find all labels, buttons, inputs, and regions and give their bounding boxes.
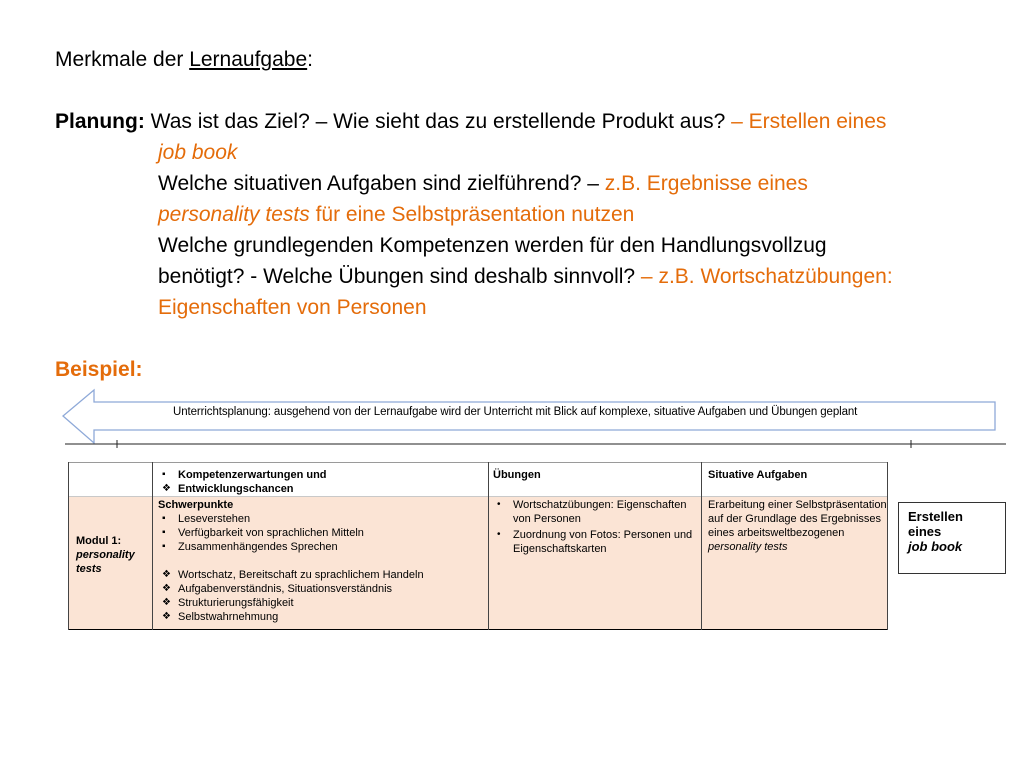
diamond-bullet-icon: ❖ bbox=[162, 483, 171, 494]
planning-answer-3-line-2: – z.B. Wortschatzübungen: bbox=[635, 265, 893, 288]
list-item: ▪ Verfügbarkeit von sprachlichen Mitteln bbox=[162, 527, 364, 539]
focus-cell bbox=[158, 498, 424, 624]
planning-table bbox=[68, 462, 888, 630]
focus-title: Schwerpunkte bbox=[158, 499, 234, 511]
module-label: Modul 1: personality tests bbox=[76, 535, 135, 575]
list-item: ❖ Aufgabenverständnis, Situationsverständnis bbox=[162, 583, 393, 595]
header-situative-tasks: Situative Aufgaben bbox=[708, 469, 808, 481]
planning-answer-2-rest: für eine Selbstpräsentation nutzen bbox=[309, 203, 635, 226]
planning-label: Planung: bbox=[55, 110, 145, 133]
list-item: ▪ Zusammenhängendes Sprechen bbox=[162, 541, 338, 553]
arrow-shape bbox=[60, 388, 1008, 452]
planning-answer-2-italic: personality tests bbox=[158, 203, 310, 226]
list-item: • Wortschatzübungen: Eigenschaften von Personen bbox=[497, 499, 687, 525]
situative-cell: Erarbeitung einer Selbstpräsentation auf der Grundlage des Ergebnisses eines arbeitsweltbezogenen personality tests bbox=[708, 499, 887, 553]
planning-question-3-line-1: Welche grundlegenden Kompetenzen werden für den Handlungsvollzug bbox=[158, 234, 827, 257]
list-item: ❖ Strukturierungsfähigkeit bbox=[162, 597, 294, 609]
planning-question-3-line-2: benötigt? - Welche Übungen sind deshalb sinnvoll? bbox=[158, 265, 636, 288]
list-item: ▪ Kompetenzerwartungen und bbox=[162, 469, 327, 481]
planning-answer-1-italic: job book bbox=[158, 141, 238, 164]
planning-question-1: Was ist das Ziel? – Wie sieht das zu erstellende Produkt aus? bbox=[144, 110, 726, 133]
list-item: ❖ Entwicklungschancen bbox=[162, 483, 294, 495]
square-bullet-icon: ▪ bbox=[162, 469, 166, 480]
planning-line-6 bbox=[55, 261, 1005, 292]
planning-line-1 bbox=[55, 106, 1005, 137]
bullet-icon: • bbox=[497, 499, 501, 510]
planning-answer-2: z.B. Ergebnisse eines bbox=[598, 172, 808, 195]
square-bullet-icon: ▪ bbox=[162, 541, 166, 552]
exercises-cell bbox=[493, 498, 692, 556]
header-competences bbox=[158, 468, 327, 496]
planning-line-4 bbox=[55, 199, 1005, 230]
square-bullet-icon: ▪ bbox=[162, 527, 166, 538]
list-item: ▪ Leseverstehen bbox=[162, 513, 251, 525]
header-exercises: Übungen bbox=[493, 469, 541, 481]
diamond-bullet-icon: ❖ bbox=[162, 611, 171, 622]
planning-answer-1: – Erstellen eines bbox=[725, 110, 887, 133]
product-box: Erstellen eines job book bbox=[898, 502, 1006, 574]
list-item: ❖ Selbstwahrnehmung bbox=[162, 611, 279, 623]
diamond-bullet-icon: ❖ bbox=[162, 597, 171, 608]
planning-answer-3-line-3: Eigenschaften von Personen bbox=[158, 296, 427, 319]
bullet-icon: • bbox=[497, 529, 501, 540]
planning-question-2: Welche situativen Aufgaben sind zielführend? – bbox=[158, 172, 599, 195]
heading-prefix: Merkmale der bbox=[55, 48, 190, 71]
planning-line-3 bbox=[55, 168, 1005, 199]
diamond-bullet-icon: ❖ bbox=[162, 583, 171, 594]
slide-heading bbox=[55, 44, 1005, 75]
heading-underlined: Lernaufgabe bbox=[189, 48, 308, 71]
heading-suffix: : bbox=[307, 48, 313, 71]
diamond-bullet-icon: ❖ bbox=[162, 569, 171, 580]
square-bullet-icon: ▪ bbox=[162, 513, 166, 524]
list-item: ❖ Wortschatz, Bereitschaft zu sprachlichem Handeln bbox=[162, 569, 424, 581]
slide-text bbox=[55, 44, 1005, 385]
arrow-label: Unterrichtsplanung: ausgehend von der Lernaufgabe wird der Unterricht mit Blick auf komplexe, situative Aufgaben und Übungen geplant bbox=[173, 406, 858, 418]
example-label: Beispiel: bbox=[55, 358, 143, 381]
planning-arrow bbox=[60, 388, 1008, 452]
list-item: • Zuordnung von Fotos: Personen und Eigenschaftskarten bbox=[497, 529, 693, 555]
